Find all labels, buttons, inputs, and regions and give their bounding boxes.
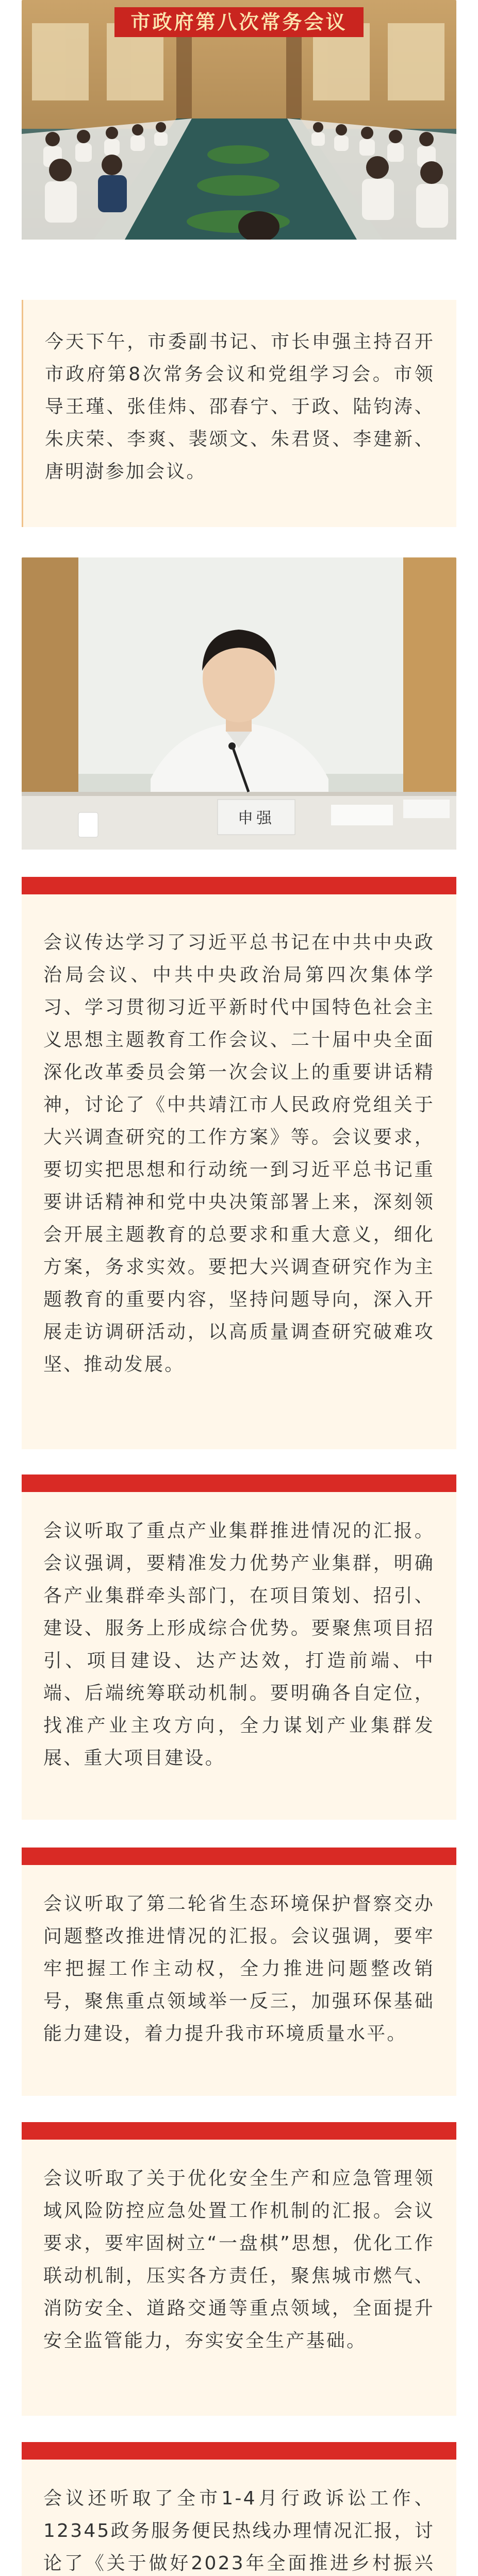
- section-card-other-reports: [22, 2442, 456, 2576]
- section-paragraph: 会议听取了重点产业集群推进情况的汇报。会议强调，要精准发力优势产业集群，明确各产业集群牵头部门，在项目策划、招引、建设、服务上形成综合优势。要聚焦项目招引、项目建设、达产达效，打造前端、中端、后端统筹联动机制。要明确各自定位，找准产业主攻方向，全力谋划产业集群发展、重大项目建设。: [43, 1520, 435, 1769]
- section-paragraph: 会议还听取了全市1-4月行政诉讼工作、12345政务服务便民热线办理情况汇报，讨论了《关于做好2023年全面推进乡村振兴: [43, 2488, 435, 2574]
- nameplate-text: 申强: [238, 809, 275, 827]
- speaker-photo: [22, 557, 456, 850]
- section-card-industry-clusters: [22, 1475, 456, 1820]
- section-card-safety: [22, 2122, 456, 2416]
- section-paragraph: 会议听取了第二轮省生态环境保护督察交办问题整改推进情况的汇报。会议强调，要牢牢把握工作主动权，全力推进问题整改销号，聚焦重点领域举一反三，加强环保基础能力建设，着力提升我市环境质量水平。: [43, 1893, 435, 2044]
- section-paragraph: 会议传达学习了习近平总书记在中共中央政治局会议、中共中央政治局第四次集体学习、学习贯彻习近平新时代中国特色社会主义思想主题教育工作会议、二十届中央全面深化改革委员会第一次会议上的重要讲话精神，讨论了《中共靖江市人民政府党组关于大兴调查研究的工作方案》等。会议要求，要切实把思想和行动统一到习近平总书记重要讲话精神和党中央决策部署上来，深刻领会开展主题教育的总要求和重大意义，细化方案，务求实效。要把大兴调查研究作为主题教育的重要内容，坚持问题导向，深入开展走访调研活动，以高质量调查研究破难攻坚、推动发展。: [43, 932, 435, 1375]
- meeting-hall-photo: [22, 0, 456, 240]
- section-card-theme-education: [22, 877, 456, 1449]
- section-card-environment: [22, 1848, 456, 2096]
- intro-paragraph: 今天下午，市委副书记、市长申强主持召开市政府第8次常务会议和党组学习会。市领导王瑾、张佳炜、邵春宁、于政、陆钧涛、朱庆荣、李爽、裴颂文、朱君贤、李建新、唐明澍参加会议。: [45, 331, 435, 482]
- banner-text: 市政府第八次常务会议: [130, 11, 348, 33]
- section-paragraph: 会议听取了关于优化安全生产和应急管理领域风险防控应急处置工作机制的汇报。会议要求，要牢固树立“一盘棋”思想，优化工作联动机制，压实各方责任，聚焦城市燃气、消防安全、道路交通等重点领域，全面提升安全监管能力，夯实安全生产基础。: [43, 2168, 435, 2351]
- intro-card: [22, 300, 456, 527]
